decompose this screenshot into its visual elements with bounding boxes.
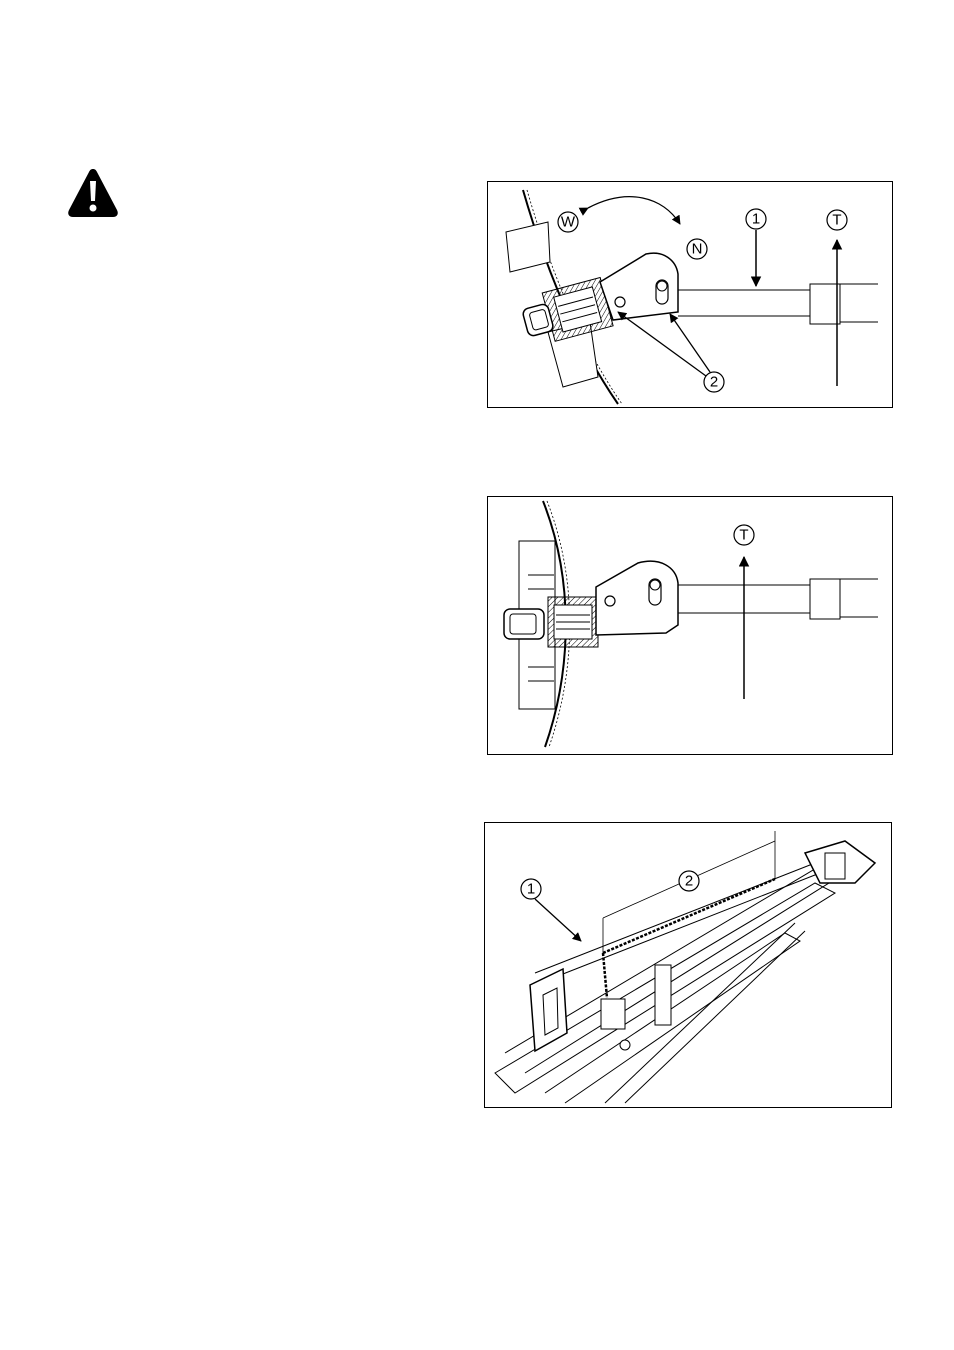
callout-t (734, 525, 754, 545)
callout-2-label: 2 (709, 373, 719, 391)
callout-w (558, 212, 578, 232)
callout-1-label: 1 (526, 880, 536, 898)
figure-disc-hub-straight (487, 496, 893, 755)
callout-n (687, 239, 707, 259)
callout-w-label: W (560, 213, 576, 231)
callout-1 (746, 209, 766, 229)
callout-t (827, 210, 847, 230)
callout-t-label: T (739, 526, 749, 544)
callout-2-label: 2 (684, 872, 694, 890)
figure-frame-chain (484, 822, 892, 1108)
callout-1 (521, 879, 541, 899)
figure-disc-hub-rotation (487, 181, 893, 408)
callout-t-label: T (832, 211, 842, 229)
callout-1-label: 1 (751, 210, 761, 228)
warning-triangle-icon (66, 166, 120, 220)
callout-2 (679, 871, 699, 891)
callout-2 (704, 372, 724, 392)
callout-n-label: N (691, 240, 703, 258)
